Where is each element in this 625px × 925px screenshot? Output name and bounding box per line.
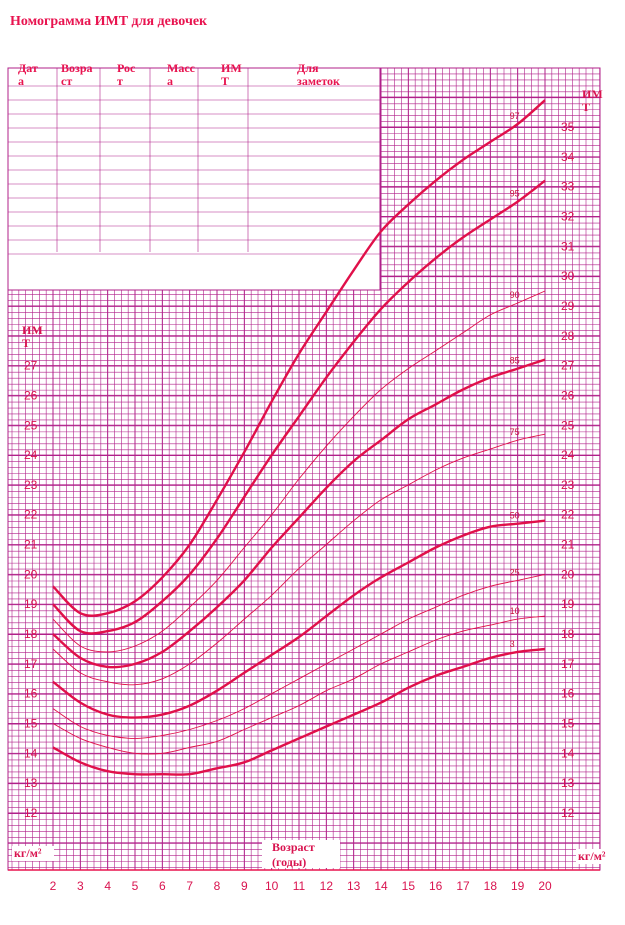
y-axis-title-line: ИМ: [582, 87, 603, 101]
y-tick-label-left: 21: [24, 537, 38, 552]
y-tick-label-right: 27: [561, 358, 575, 373]
y-unit-label-left: кг/м²: [14, 846, 42, 860]
x-tick-label: 20: [538, 879, 552, 893]
y-tick-label-right: 26: [561, 388, 575, 403]
percentile-label-25: 25: [509, 567, 520, 578]
y-tick-label-left: 27: [24, 358, 38, 373]
y-tick-label-left: 24: [24, 448, 38, 463]
x-tick-label: 5: [131, 879, 139, 893]
y-tick-label-left: 25: [24, 418, 38, 433]
y-tick-label-left: 16: [24, 686, 38, 701]
y-tick-label-left: 20: [24, 567, 38, 582]
x-tick-label: 7: [186, 879, 194, 893]
table-header-label: т: [117, 74, 123, 88]
y-axis-title-line: Т: [582, 100, 591, 114]
x-tick-label: 4: [104, 879, 112, 893]
y-tick-label-left: 19: [24, 597, 38, 612]
table-header-label: Для: [297, 61, 319, 75]
y-tick-label-right: 29: [561, 298, 575, 313]
y-tick-label-right: 12: [561, 806, 575, 820]
x-tick-label: 14: [374, 879, 388, 893]
percentile-label-10: 10: [509, 606, 520, 617]
y-tick-label-right: 35: [561, 120, 575, 134]
y-tick-label-right: 22: [561, 507, 575, 522]
x-tick-label: 12: [319, 879, 334, 893]
percentile-label-85: 85: [509, 355, 520, 366]
table-background: [8, 68, 380, 290]
y-tick-label-left: 23: [24, 477, 38, 492]
table-header-label: ст: [61, 74, 73, 88]
y-tick-label-left: 15: [24, 716, 38, 731]
y-tick-label-right: 30: [561, 269, 575, 284]
y-axis-title-line: ИМ: [22, 323, 43, 337]
percentile-label-90: 90: [509, 289, 520, 300]
table-header-label: заметок: [297, 74, 340, 88]
table-header-label: а: [18, 74, 24, 88]
y-tick-label-left: 26: [24, 388, 38, 403]
table-header-label: а: [167, 74, 173, 88]
y-tick-label-right: 24: [561, 448, 575, 463]
x-tick-label: 18: [483, 879, 498, 893]
x-tick-label: 10: [264, 879, 279, 893]
y-tick-label-right: 16: [561, 686, 575, 701]
table-header-label: Т: [221, 74, 230, 88]
y-tick-label-right: 14: [561, 746, 575, 761]
page-title: Номограмма ИМТ для девочек: [10, 14, 208, 29]
y-tick-label-right: 18: [561, 627, 575, 642]
percentile-label-50: 50: [509, 510, 520, 521]
x-tick-label: 17: [456, 879, 470, 893]
x-tick-label: 13: [346, 879, 361, 893]
x-tick-label: 6: [158, 879, 166, 893]
y-tick-label-left: 14: [24, 746, 38, 761]
table-header-label: Возра: [61, 61, 93, 75]
y-tick-label-right: 28: [561, 328, 575, 343]
x-tick-label: 19: [510, 879, 525, 893]
y-tick-label-right: 15: [561, 716, 575, 731]
x-tick-label: 8: [213, 879, 221, 893]
y-tick-label-right: 21: [561, 537, 575, 552]
y-tick-label-right: 25: [561, 418, 575, 433]
y-tick-label-left: 12: [24, 806, 38, 820]
percentile-label-75: 75: [509, 427, 520, 438]
table-header-label: Масс: [167, 61, 195, 75]
y-tick-label-right: 19: [561, 597, 575, 612]
percentile-label-3: 3: [509, 638, 515, 649]
x-tick-label: 16: [428, 879, 443, 893]
y-tick-label-left: 13: [24, 776, 38, 791]
y-tick-label-left: 22: [24, 507, 38, 522]
table-header-label: Дат: [18, 61, 38, 75]
x-tick-label: 11: [292, 879, 306, 893]
notes-table: [8, 61, 380, 290]
y-tick-label-right: 23: [561, 477, 575, 492]
table-header-label: ИМ: [221, 61, 242, 75]
y-tick-label-left: 18: [24, 627, 38, 642]
x-tick-label: 9: [240, 879, 248, 893]
y-axis-title-line: Т: [22, 336, 31, 350]
x-axis-title-line: Возраст: [272, 840, 315, 854]
y-unit-label-right: кг/м²: [578, 849, 606, 863]
y-tick-label-left: 17: [24, 656, 38, 671]
y-tick-label-right: 31: [561, 239, 575, 254]
y-tick-label-right: 13: [561, 776, 575, 791]
y-tick-label-right: 32: [561, 209, 575, 224]
x-tick-label: 3: [76, 879, 84, 893]
y-tick-label-right: 33: [561, 179, 575, 194]
x-axis-title-line: (годы): [272, 855, 307, 869]
percentile-label-95: 95: [509, 188, 520, 199]
y-tick-label-right: 20: [561, 567, 575, 582]
x-tick-label: 2: [49, 879, 57, 893]
y-tick-label-right: 17: [561, 656, 575, 671]
table-header-label: Рос: [117, 61, 136, 75]
y-tick-label-right: 34: [561, 149, 575, 164]
x-tick-label: 15: [401, 879, 416, 893]
percentile-label-97: 97: [509, 111, 520, 122]
